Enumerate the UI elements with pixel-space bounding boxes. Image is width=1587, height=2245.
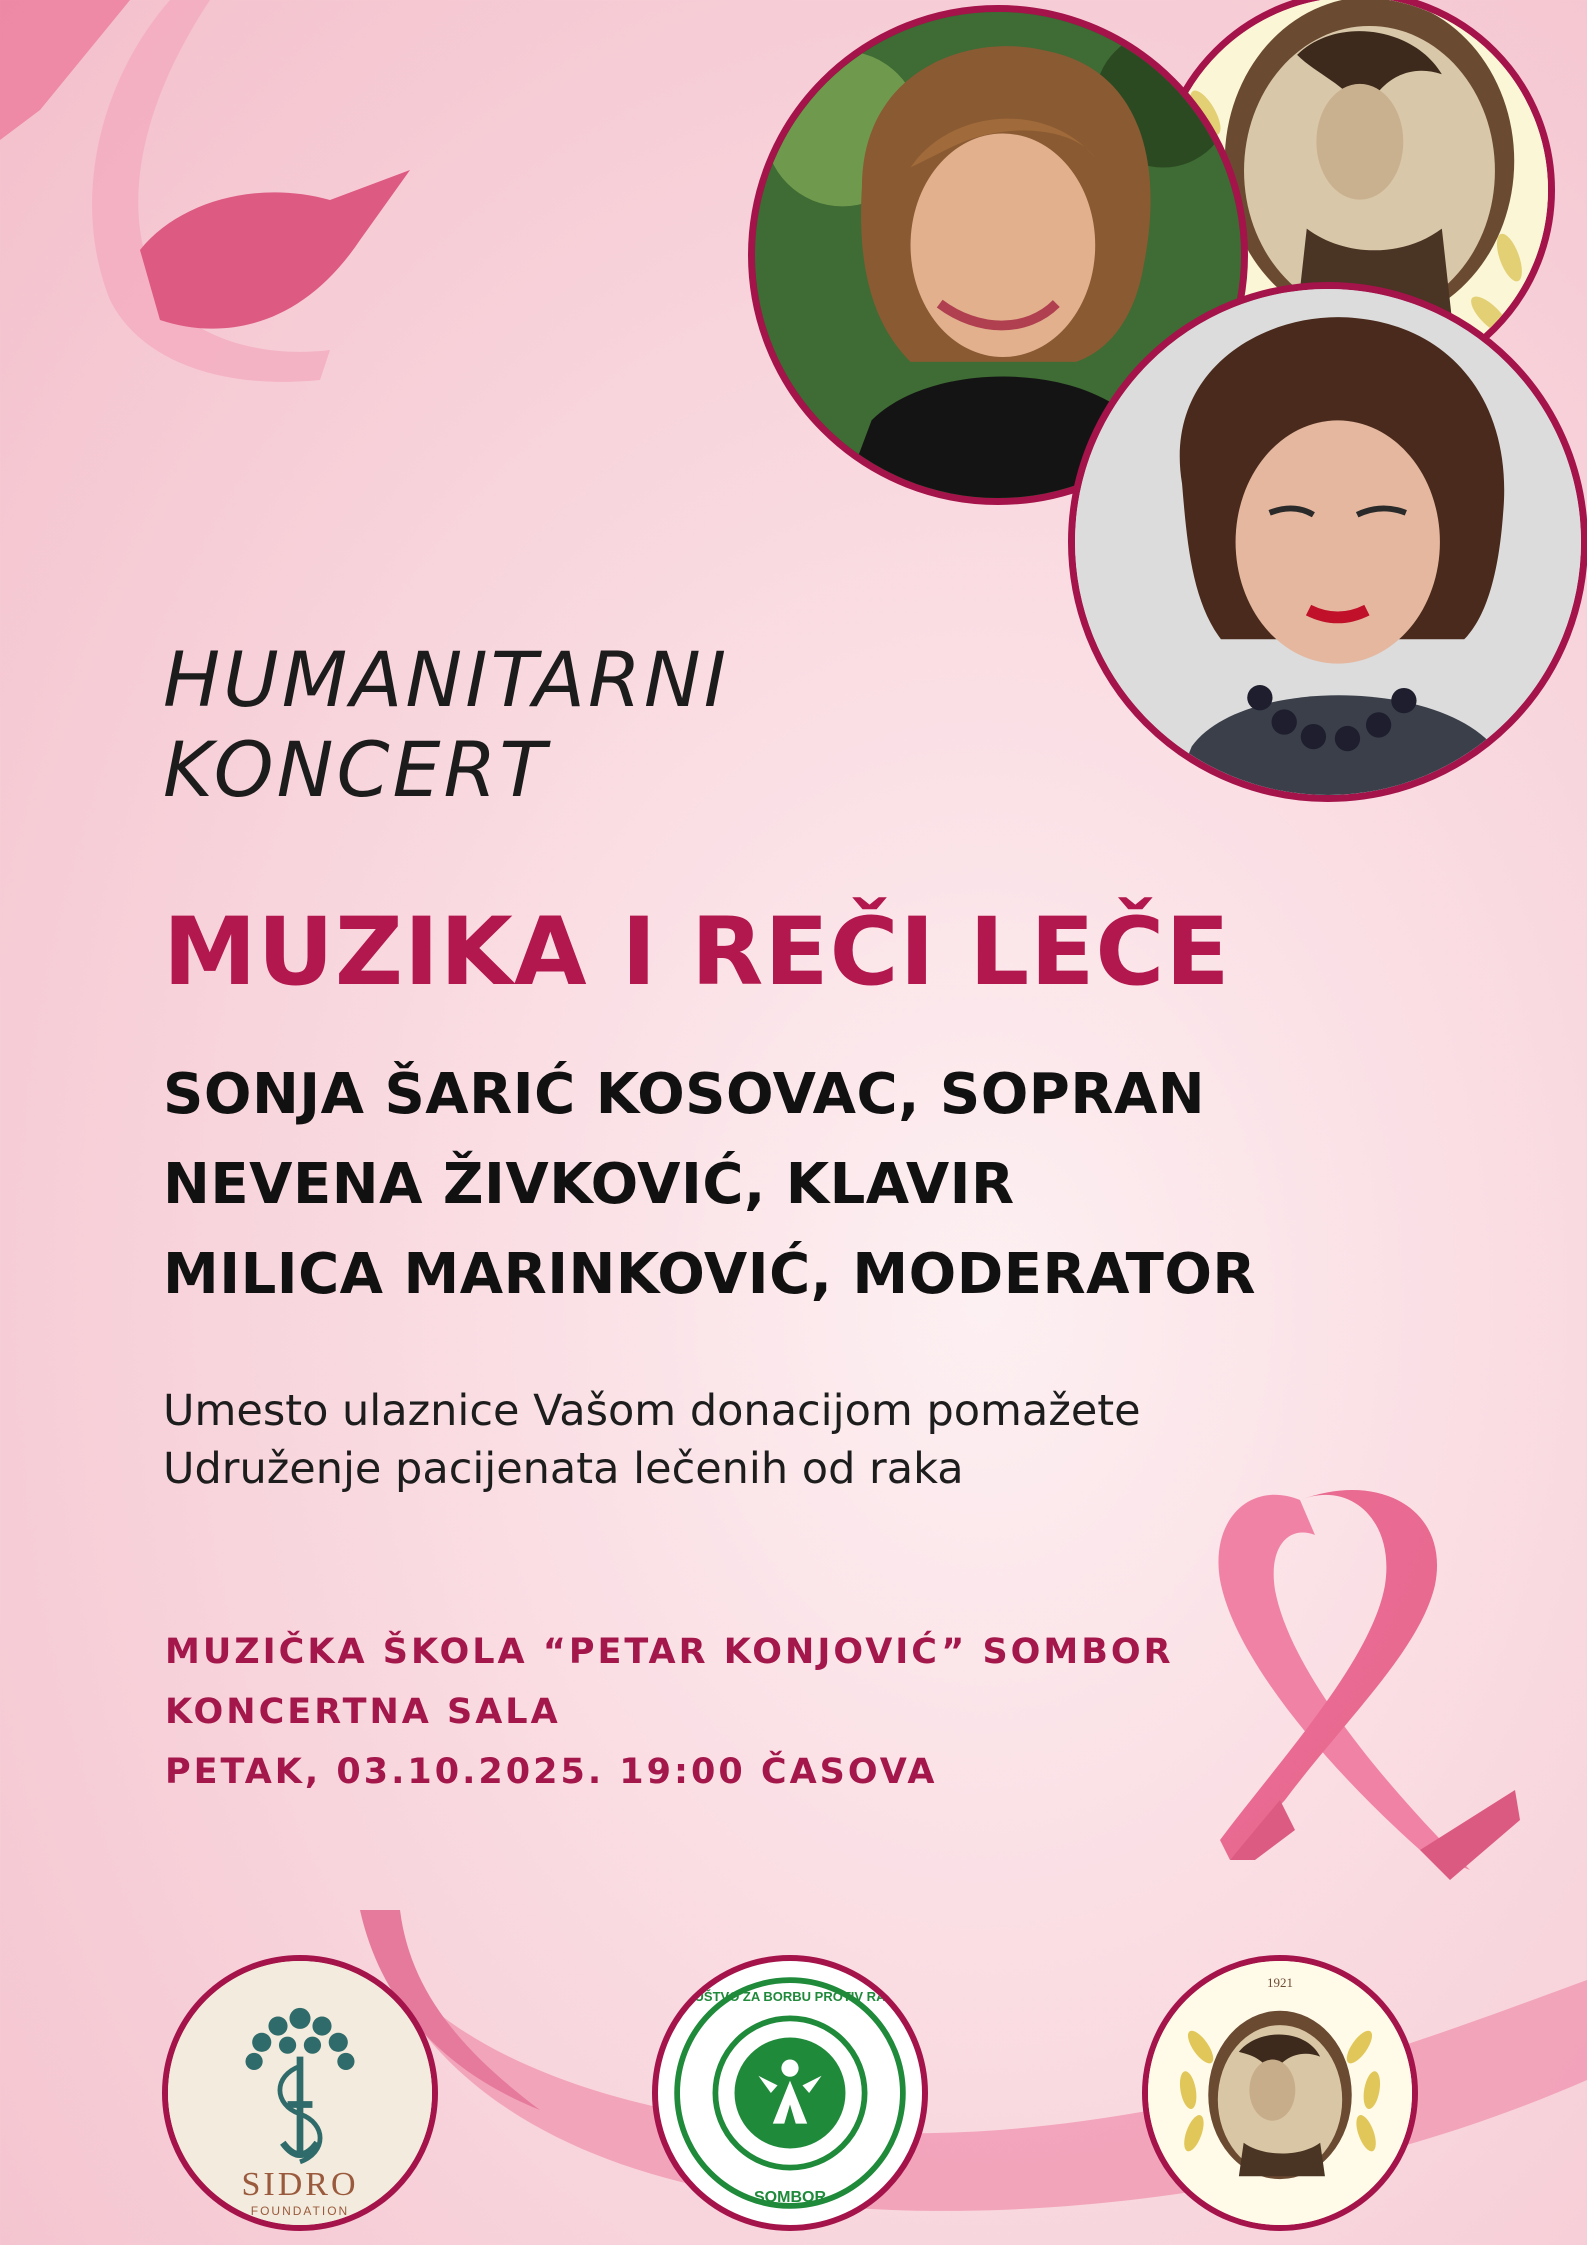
school-founding-year: 1921	[1267, 1975, 1293, 1990]
subtitle-line-1: HUMANITARNI	[163, 635, 730, 724]
performer-moderator: MILICA MARINKOVIĆ, MODERATOR	[163, 1242, 1257, 1307]
subtitle-line-2: KONCERT	[163, 725, 549, 814]
sidro-name: SIDRO	[241, 2166, 359, 2203]
performer-soprano: SONJA ŠARIĆ KOSOVAC, SOPRAN	[163, 1062, 1206, 1127]
cancer-society-logo	[652, 1955, 928, 2231]
event-datetime: PETAK, 03.10.2025. 19:00 ČASOVA	[165, 1752, 938, 1792]
sidro-subtitle: FOUNDATION	[250, 2204, 350, 2218]
music-school-logo	[1142, 1955, 1418, 2231]
venue-hall: KONCERTNA SALA	[165, 1692, 561, 1732]
performer-list	[163, 1050, 1256, 1320]
moderator-photo	[1068, 282, 1587, 802]
sidro-foundation-logo	[162, 1955, 438, 2231]
awareness-ribbon-icon	[1218, 1490, 1520, 1880]
event-type-heading	[163, 635, 729, 815]
venue-school: MUZIČKA ŠKOLA “PETAR KONJOVIĆ” SOMBOR	[165, 1632, 1174, 1672]
society-city: SOMBOR	[754, 2189, 826, 2206]
event-title: MUZIKA I REČI LEČE	[163, 898, 1231, 1007]
venue-info	[165, 1622, 1174, 1802]
society-name: DRUŠTVO ZA BORBU PROTIV RAKA	[675, 1989, 905, 2004]
performer-piano: NEVENA ŽIVKOVIĆ, KLAVIR	[163, 1152, 1015, 1217]
donation-note: Umesto ulaznice Vašom donacijom pomažete Udruženje pacijenata lečenih od raka	[163, 1386, 1141, 1494]
